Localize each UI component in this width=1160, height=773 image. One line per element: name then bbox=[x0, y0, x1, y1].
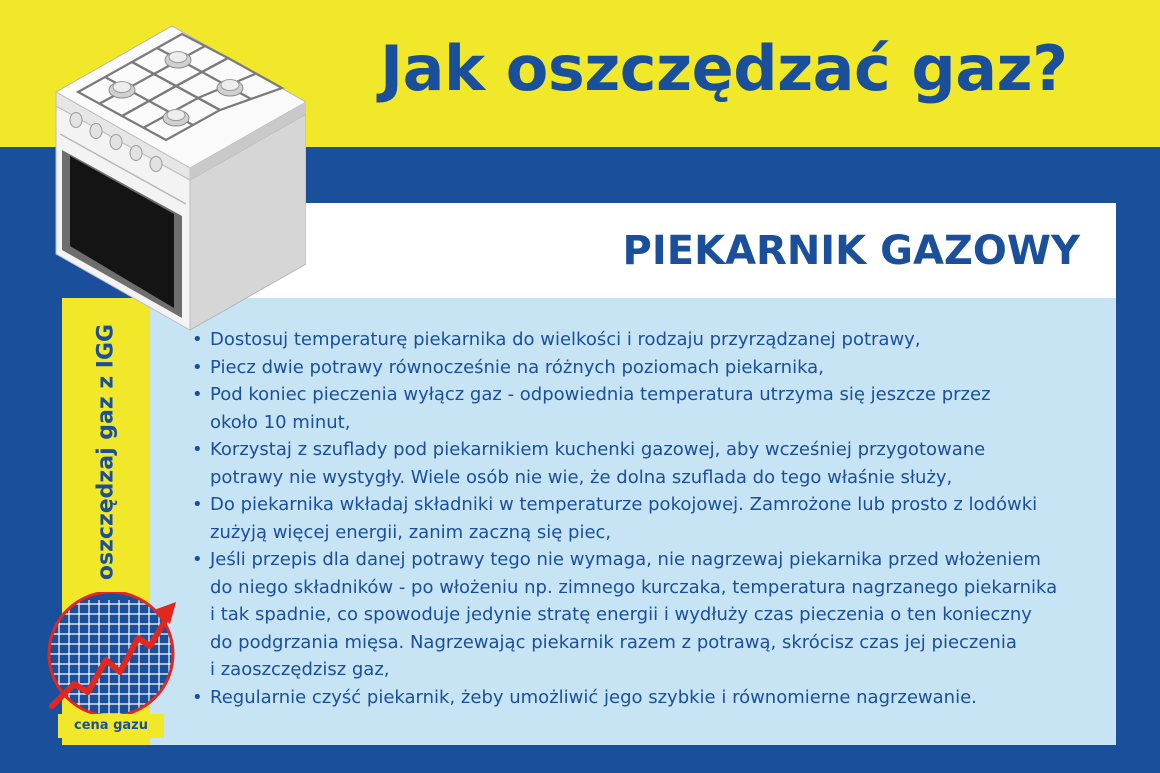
side-label: oszczędzaj gaz z IGG bbox=[93, 323, 119, 581]
subtitle-panel bbox=[232, 203, 1116, 298]
tip-text: • Piecz dwie potrawy równocześnie na różnych poziomach piekarnika, bbox=[210, 356, 824, 378]
gas-stove-icon bbox=[50, 14, 306, 334]
gas-stove-illustration bbox=[50, 14, 306, 334]
tip-text: do podgrzania mięsa. Nagrzewając piekarnik razem z potrawą, skrócisz czas jej pieczenia bbox=[210, 631, 1017, 653]
tip-item bbox=[190, 546, 1057, 684]
tip-text: zużyją więcej energii, zanim zaczną się piec, bbox=[210, 521, 612, 543]
tip-item bbox=[190, 436, 1057, 491]
tip-text: i zaoszczędzisz gaz, bbox=[210, 659, 390, 680]
price-badge bbox=[36, 592, 186, 752]
tip-text: • Regularnie czyść piekarnik, żeby umożliwić jego szybkie i równomierne nagrzewanie. bbox=[210, 686, 977, 708]
tip-item bbox=[190, 326, 1057, 354]
tip-text: • Korzystaj z szuflady pod piekarnikiem kuchenki gazowej, aby wcześniej przygotowane bbox=[210, 439, 986, 460]
tip-item bbox=[190, 684, 1057, 712]
tip-item bbox=[190, 354, 1057, 382]
page-title: Jak oszczędzać gaz? bbox=[380, 32, 1068, 105]
tips-list bbox=[190, 326, 1057, 711]
tip-item bbox=[190, 491, 1057, 546]
tip-text: około 10 minut, bbox=[210, 411, 351, 433]
tip-text: • Pod koniec pieczenia wyłącz gaz - odpowiednia temperatura utrzyma się jeszcze przez bbox=[210, 384, 991, 405]
tip-text: do niego składników - po włożeniu np. zimnego kurczaka, temperatura nagrzanego piekarnika bbox=[210, 576, 1058, 598]
tip-text: potrawy nie wystygły. Wiele osób nie wie, że dolna szuflada do tego właśnie służy, bbox=[210, 466, 953, 488]
tip-item bbox=[190, 381, 1057, 436]
tip-text: i tak spadnie, co spowoduje jedynie stratę energii i wydłuży czas pieczenia o ten konieczny bbox=[210, 604, 1032, 625]
tip-text: • Dostosuj temperaturę piekarnika do wielkości i rodzaju przyrządzanej potrawy, bbox=[210, 329, 921, 350]
tip-text: • Do piekarnika wkładaj składniki w temperaturze pokojowej. Zamrożone lub prosto z lodówki bbox=[210, 494, 1038, 515]
tip-text: • Jeśli przepis dla danej potrawy tego nie wymaga, nie nagrzewaj piekarnika przed włożeniem bbox=[210, 549, 1041, 570]
badge-label: cena gazu bbox=[58, 714, 164, 738]
section-title: PIEKARNIK GAZOWY bbox=[622, 228, 1080, 274]
